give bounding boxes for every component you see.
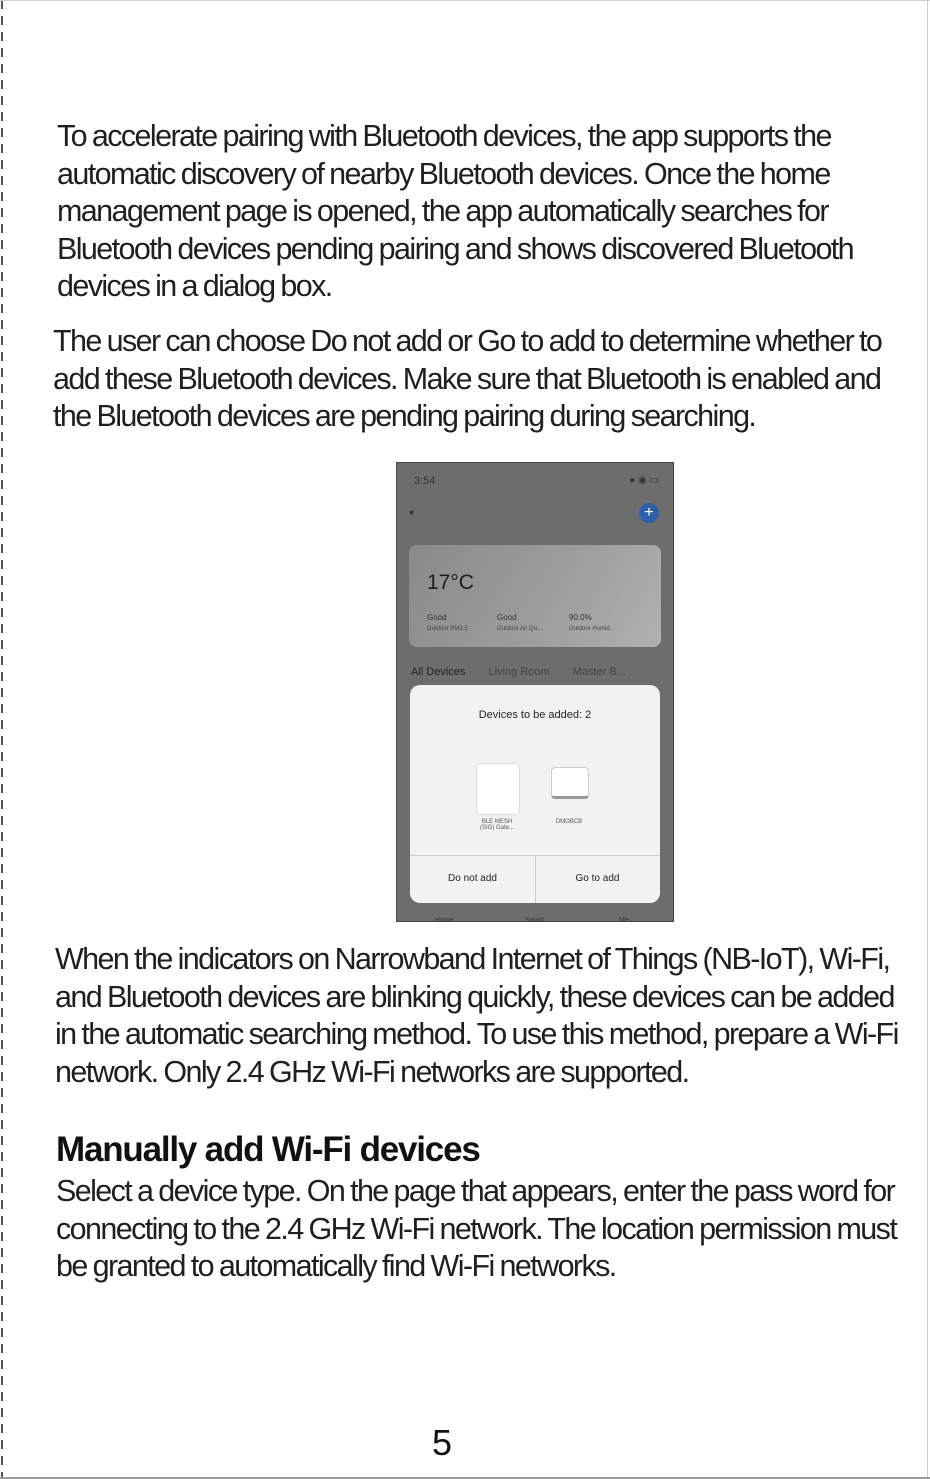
home-selector: ▾ (409, 508, 415, 519)
do-not-add-button: Do not add (448, 873, 497, 884)
room-tabs (411, 666, 646, 678)
devices-dialog (410, 685, 660, 903)
status-icons: ● ◉ ▭ (629, 475, 659, 486)
right-border (927, 0, 928, 1479)
page-number: 5 (431, 1422, 453, 1463)
choice-paragraph: The user can choose Do not add or Go to add to determine whether to add these Bluetooth devices. Make sure that Bluetooth is enabled and the Bluetooth devices are pending pairing during searching. (53, 324, 882, 433)
sensor-device-image (551, 767, 589, 799)
weather-item: Good Outdoor PM2.5 (427, 613, 468, 632)
weather-item: Good Outdoor Air Qu... (497, 613, 543, 632)
intro-paragraph: To accelerate pairing with Bluetooth devices, the app supports the automatic discovery of nearby Bluetooth devices. Once the home management page is opened, the app automatically searches for Bluetooth devices pending pairing and shows discovered Bluetooth devices in a dialog box. (57, 119, 854, 303)
tab-master-bedroom: Master B... (572, 666, 626, 678)
go-to-add-button: Go to add (575, 873, 620, 884)
weather-card (409, 545, 661, 647)
left-dashed-border (0, 0, 6, 1479)
section-heading: Manually add Wi-Fi devices (56, 1130, 480, 1169)
app-screenshot: 3:54 ● ◉ ▭ ▾ + 17°C Good Outdoor PM2.5 Good Outdoor Air Qu... 90.0% Outdoor Humid... All Devices Living Room Master B... Devices to be added: 2 BLE MESH (SIG) Gate... DMOBCB Do not add Go to add Home Smart Me (396, 462, 674, 922)
device-label: DMOBCB (555, 819, 583, 825)
temperature: 17°C (427, 571, 474, 594)
add-device-icon: + (639, 503, 659, 523)
gateway-device-image (476, 763, 520, 815)
status-time: 3:54 (414, 475, 436, 487)
dialog-title: Devices to be added: 2 (478, 709, 592, 721)
manual-add-paragraph: Select a device type. On the page that appears, enter the pass word for connecting to the 2.4 GHz Wi-Fi network. The location permission must be granted to automatically find Wi-Fi networks. (56, 1174, 897, 1283)
top-border (0, 0, 930, 1)
auto-search-paragraph: When the indicators on Narrowband Internet of Things (NB-IoT), Wi-Fi, and Bluetooth devices are blinking quickly, these devices can be added in the automatic searching method. To use this method, prepare a Wi-Fi network. Only 2.4 GHz Wi-Fi networks are supported. (55, 942, 898, 1089)
device-label: BLE MESH (SIG) Gate... (479, 819, 514, 831)
weather-item: 90.0% Outdoor Humid... (569, 613, 615, 632)
tab-living-room: Living Room (488, 666, 550, 678)
tab-all-devices: All Devices (411, 666, 466, 678)
